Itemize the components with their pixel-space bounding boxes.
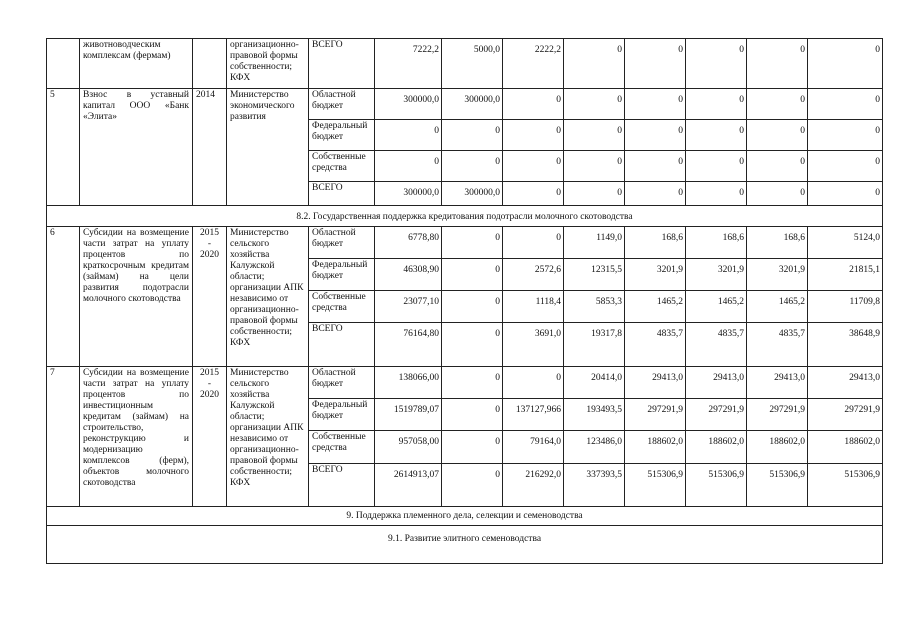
value-cell: 6778,80 (375, 227, 442, 259)
value-cell: 1118,4 (503, 291, 564, 323)
document-page (46, 38, 882, 564)
funding-source-cell: Областной бюджет (309, 227, 375, 259)
value-cell: 0 (442, 323, 503, 367)
table-row (47, 206, 883, 227)
value-cell: 1465,2 (686, 291, 747, 323)
value-cell: 5124,0 (808, 227, 883, 259)
value-cell: 4835,7 (625, 323, 686, 367)
value-cell: 0 (503, 227, 564, 259)
value-cell: 0 (625, 120, 686, 151)
value-cell: 3201,9 (625, 259, 686, 291)
value-cell: 0 (564, 151, 625, 182)
value-cell: 23077,10 (375, 291, 442, 323)
value-cell: 20414,0 (564, 367, 625, 399)
value-cell: 515306,9 (625, 464, 686, 507)
value-cell: 0 (375, 120, 442, 151)
row-number-cell: 6 (47, 227, 80, 367)
value-cell: 4835,7 (686, 323, 747, 367)
value-cell: 0 (686, 182, 747, 206)
value-cell: 0 (564, 89, 625, 120)
row-number-cell: 7 (47, 367, 80, 507)
value-cell: 297291,9 (747, 399, 808, 431)
value-cell: 0 (686, 151, 747, 182)
funding-source-cell: Федеральный бюджет (309, 259, 375, 291)
table-row (47, 39, 883, 89)
value-cell: 5000,0 (442, 39, 503, 89)
value-cell: 29413,0 (625, 367, 686, 399)
value-cell: 0 (503, 120, 564, 151)
value-cell: 188602,0 (747, 431, 808, 464)
value-cell: 188602,0 (808, 431, 883, 464)
value-cell: 1465,2 (625, 291, 686, 323)
value-cell: 188602,0 (686, 431, 747, 464)
value-cell: 0 (564, 39, 625, 89)
value-cell: 0 (808, 151, 883, 182)
value-cell: 0 (503, 89, 564, 120)
value-cell: 0 (503, 367, 564, 399)
value-cell: 2222,2 (503, 39, 564, 89)
value-cell: 7222,2 (375, 39, 442, 89)
value-cell: 29413,0 (808, 367, 883, 399)
section-header: 8.2. Государственная поддержка кредитования подотрасли молочного скотоводства (47, 206, 883, 227)
measure-name-cell: Субсидии на возмещение части затрат на уплату процентов по инвестиционным кредитам (займам) на строительство, реконструкцию и модернизацию комплексов (ферм), объектов молочного скотоводства (80, 367, 193, 507)
executor-cell: Министерство экономического развития (227, 89, 309, 206)
value-cell: 0 (442, 151, 503, 182)
value-cell: 0 (747, 182, 808, 206)
value-cell: 168,6 (747, 227, 808, 259)
value-cell: 1149,0 (564, 227, 625, 259)
value-cell: 515306,9 (686, 464, 747, 507)
year-cell: 2015 - 2020 (193, 367, 227, 507)
row-number-cell: 5 (47, 89, 80, 206)
value-cell: 300000,0 (375, 89, 442, 120)
table-row (47, 507, 883, 526)
value-cell: 168,6 (686, 227, 747, 259)
value-cell: 0 (442, 227, 503, 259)
value-cell: 0 (686, 39, 747, 89)
value-cell: 0 (625, 182, 686, 206)
value-cell: 300000,0 (442, 89, 503, 120)
value-cell: 0 (808, 39, 883, 89)
value-cell: 0 (686, 89, 747, 120)
value-cell: 1465,2 (747, 291, 808, 323)
value-cell: 4835,7 (747, 323, 808, 367)
value-cell: 0 (564, 182, 625, 206)
value-cell: 46308,90 (375, 259, 442, 291)
funding-source-cell: Собственные средства (309, 151, 375, 182)
value-cell: 5853,3 (564, 291, 625, 323)
value-cell: 0 (442, 431, 503, 464)
value-cell: 138066,00 (375, 367, 442, 399)
value-cell: 0 (625, 89, 686, 120)
value-cell: 29413,0 (686, 367, 747, 399)
funding-source-cell: Областной бюджет (309, 89, 375, 120)
funding-source-cell: ВСЕГО (309, 323, 375, 367)
value-cell: 300000,0 (375, 182, 442, 206)
table-row (47, 227, 883, 259)
year-cell: 2015 - 2020 (193, 227, 227, 367)
value-cell: 76164,80 (375, 323, 442, 367)
funding-source-cell: Собственные средства (309, 291, 375, 323)
value-cell: 79164,0 (503, 431, 564, 464)
measure-name-cell: Взнос в уставный капитал ООО «Банк «Элита» (80, 89, 193, 206)
value-cell: 21815,1 (808, 259, 883, 291)
table-row (47, 526, 883, 564)
value-cell: 0 (442, 399, 503, 431)
value-cell: 3201,9 (686, 259, 747, 291)
value-cell: 0 (686, 120, 747, 151)
year-cell (193, 39, 227, 89)
section-header: 9. Поддержка племенного дела, селекции и семеноводства (47, 507, 883, 526)
program-funding-table (46, 38, 883, 564)
section-header: 9.1. Развитие элитного семеноводства (47, 526, 883, 564)
value-cell: 0 (442, 367, 503, 399)
value-cell: 0 (808, 182, 883, 206)
value-cell: 297291,9 (625, 399, 686, 431)
value-cell: 0 (747, 89, 808, 120)
value-cell: 0 (564, 120, 625, 151)
executor-cell: организационно-правовой формы собственности; КФХ (227, 39, 309, 89)
row-number-cell (47, 39, 80, 89)
value-cell: 0 (442, 291, 503, 323)
executor-cell: Министерство сельского хозяйства Калужской области; организации АПК независимо от организационно-правовой формы собственности; КФХ (227, 367, 309, 507)
value-cell: 193493,5 (564, 399, 625, 431)
value-cell: 297291,9 (808, 399, 883, 431)
value-cell: 297291,9 (686, 399, 747, 431)
value-cell: 300000,0 (442, 182, 503, 206)
value-cell: 0 (747, 120, 808, 151)
value-cell: 0 (808, 89, 883, 120)
value-cell: 0 (442, 464, 503, 507)
value-cell: 515306,9 (808, 464, 883, 507)
value-cell: 0 (808, 120, 883, 151)
value-cell: 1519789,07 (375, 399, 442, 431)
funding-source-cell: ВСЕГО (309, 464, 375, 507)
value-cell: 0 (747, 151, 808, 182)
value-cell: 515306,9 (747, 464, 808, 507)
value-cell: 0 (625, 151, 686, 182)
funding-source-cell: Федеральный бюджет (309, 399, 375, 431)
value-cell: 0 (625, 39, 686, 89)
value-cell: 337393,5 (564, 464, 625, 507)
value-cell: 11709,8 (808, 291, 883, 323)
funding-source-cell: Федеральный бюджет (309, 120, 375, 151)
value-cell: 0 (503, 182, 564, 206)
value-cell: 3201,9 (747, 259, 808, 291)
value-cell: 168,6 (625, 227, 686, 259)
value-cell: 137127,966 (503, 399, 564, 431)
funding-source-cell: ВСЕГО (309, 39, 375, 89)
table-row (47, 367, 883, 399)
value-cell: 0 (747, 39, 808, 89)
value-cell: 0 (503, 151, 564, 182)
value-cell: 123486,0 (564, 431, 625, 464)
value-cell: 188602,0 (625, 431, 686, 464)
value-cell: 29413,0 (747, 367, 808, 399)
value-cell: 957058,00 (375, 431, 442, 464)
table-row (47, 89, 883, 120)
value-cell: 0 (442, 259, 503, 291)
value-cell: 19317,8 (564, 323, 625, 367)
value-cell: 3691,0 (503, 323, 564, 367)
funding-source-cell: Собственные средства (309, 431, 375, 464)
measure-name-cell: животноводческим комплексам (фермам) (80, 39, 193, 89)
year-cell: 2014 (193, 89, 227, 206)
value-cell: 2614913,07 (375, 464, 442, 507)
funding-source-cell: Областной бюджет (309, 367, 375, 399)
value-cell: 0 (375, 151, 442, 182)
value-cell: 0 (442, 120, 503, 151)
value-cell: 12315,5 (564, 259, 625, 291)
value-cell: 38648,9 (808, 323, 883, 367)
funding-source-cell: ВСЕГО (309, 182, 375, 206)
value-cell: 2572,6 (503, 259, 564, 291)
executor-cell: Министерство сельского хозяйства Калужской области; организации АПК независимо от организационно-правовой формы собственности; КФХ (227, 227, 309, 367)
value-cell: 216292,0 (503, 464, 564, 507)
measure-name-cell: Субсидии на возмещение части затрат на уплату процентов по краткосрочным кредитам (займам) на цели развития подотрасли молочного скотоводства (80, 227, 193, 367)
